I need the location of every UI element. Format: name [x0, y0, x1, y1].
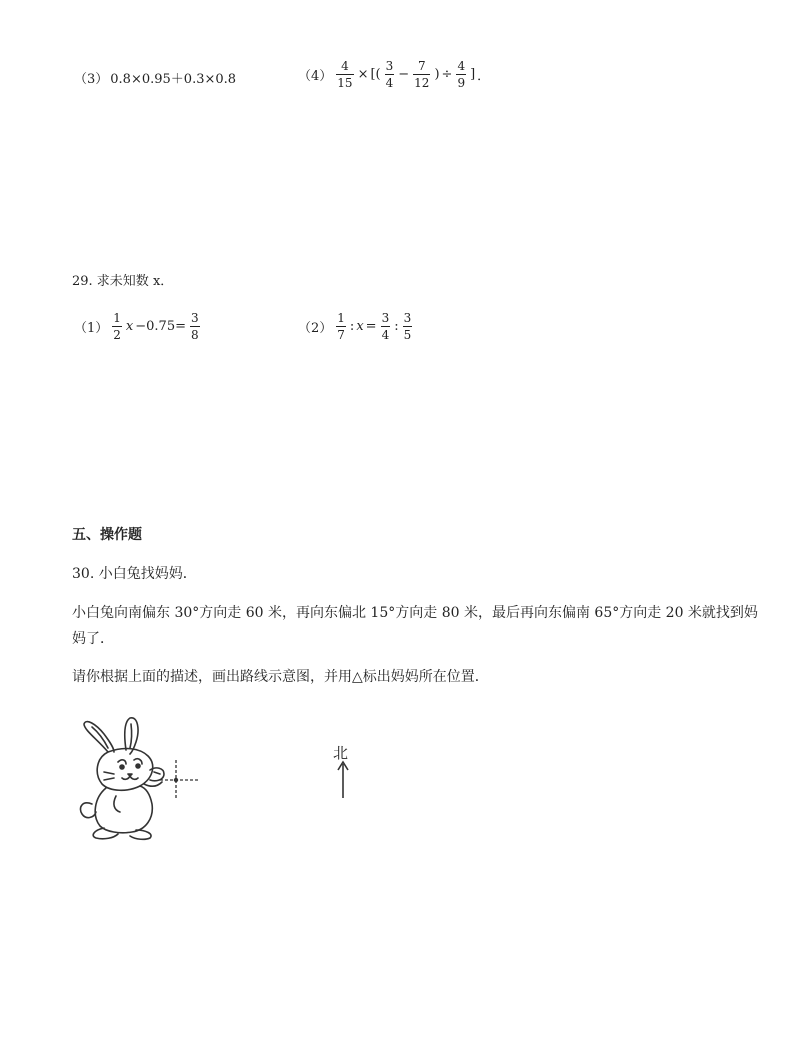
variable-x: x — [356, 319, 364, 334]
equals: = — [365, 319, 377, 334]
colon: : — [349, 319, 355, 334]
question-30-desc-line1: 小白兔向南偏东 30°方向走 60 米，再向东偏北 15°方向走 80 米，最后再向东偏南 65°方向走 20 米就找到妈 — [72, 605, 758, 621]
question-29-title: 29. 求未知数 x． — [72, 274, 174, 289]
item-label: （1） — [74, 321, 109, 336]
expression-rest: −0.75= — [135, 319, 186, 334]
question-29-1 — [74, 312, 202, 341]
fraction-7-12: $\frac{7}{12}$ — [414, 59, 430, 90]
rabbit-tail — [80, 803, 96, 818]
fraction-3-8: $\frac{3}{8}$ — [191, 311, 199, 342]
item-label: （4） — [298, 69, 333, 84]
fraction-3-4: $\frac{3}{4}$ — [385, 59, 394, 90]
close-paren: ) — [434, 67, 440, 82]
rabbit-illustration — [70, 712, 205, 844]
expression: 0.8×0.95＋0.3×0.8 — [110, 72, 237, 87]
fraction-3-4: $\frac{3}{4}$ — [381, 311, 390, 342]
fraction-1-7: $\frac{1}{7}$ — [337, 311, 345, 342]
open-bracket: [( — [370, 67, 381, 82]
north-arrow-icon — [336, 760, 350, 800]
rabbit-body — [95, 786, 152, 833]
question-29-2 — [298, 312, 414, 341]
section-title: 五、操作题 — [72, 527, 142, 543]
start-point-dot — [174, 778, 178, 782]
operator-minus: − — [398, 67, 410, 82]
close-bracket: ] — [470, 67, 476, 82]
question-28-4 — [298, 60, 490, 89]
question-30-title: 30. 小白兔找妈妈． — [72, 566, 197, 582]
period: ． — [477, 69, 491, 84]
fraction-1-2: $\frac{1}{2}$ — [113, 311, 121, 342]
item-label: （2） — [298, 321, 333, 336]
fraction-3-5: $\frac{3}{5}$ — [403, 311, 412, 342]
start-point-axes — [160, 760, 198, 800]
operator-times: × — [357, 67, 369, 82]
operator-divide: ÷ — [441, 67, 453, 82]
question-28-3 — [74, 68, 236, 87]
fraction-4-9: $\frac{4}{9}$ — [457, 59, 466, 90]
question-30-instruction: 请你根据上面的描述，画出路线示意图，并用△标出妈妈所在位置． — [72, 669, 489, 685]
colon: : — [394, 319, 399, 334]
rabbit-ear-left — [84, 722, 114, 752]
item-label: （3） — [74, 72, 109, 87]
north-label: 北 — [333, 744, 349, 762]
question-30-desc-line2: 妈了． — [72, 631, 114, 647]
fraction-4-15: $\frac{4}{15}$ — [337, 59, 353, 90]
variable-x: x — [125, 319, 134, 334]
